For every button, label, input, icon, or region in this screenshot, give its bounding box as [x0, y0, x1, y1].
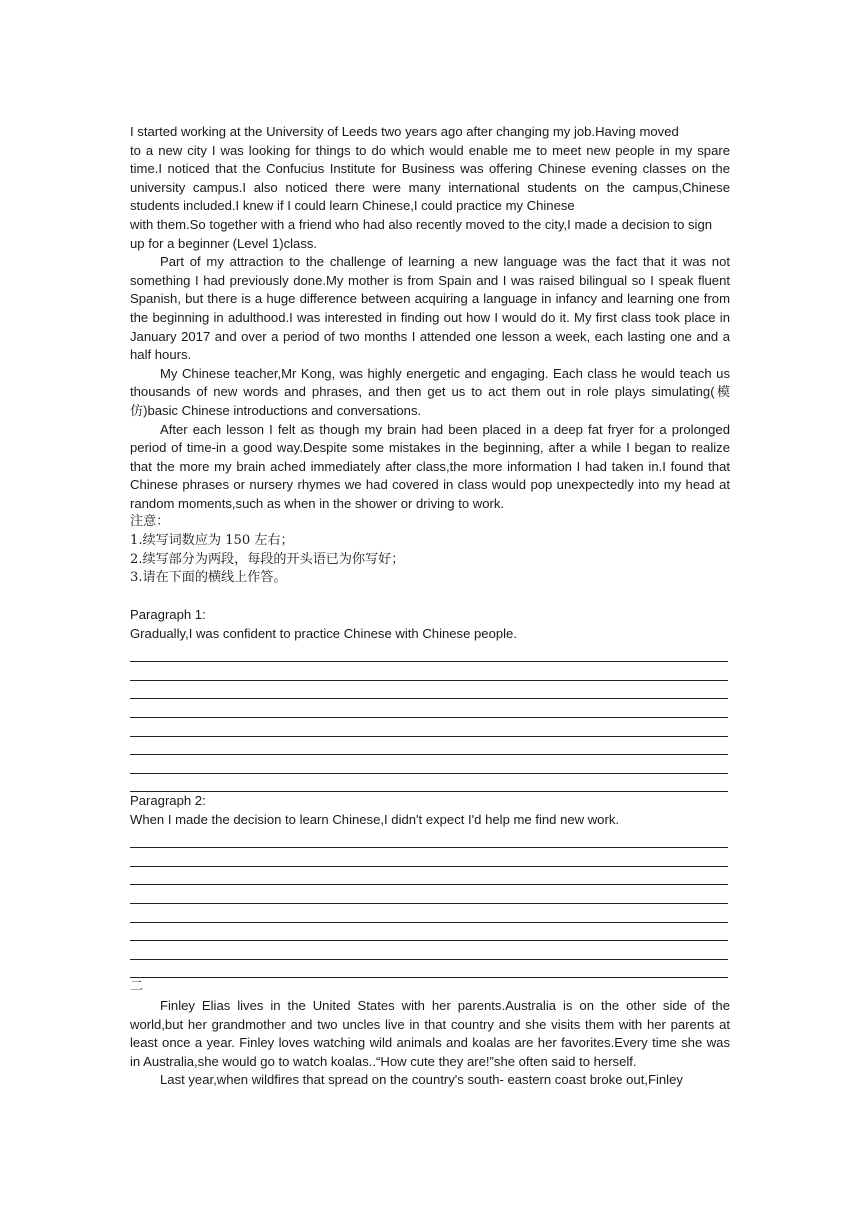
- notes-item-3: 3.请在下面的横线上作答。: [130, 570, 287, 586]
- notes-item-1: 1.续写词数应为 150 左右；: [130, 533, 294, 549]
- section2-para2: Last year,when wildfires that spread on the country's south- eastern coast broke out,Finley: [160, 1072, 683, 1088]
- passage-para1-line3: with them.So together with a friend who had also recently moved to the city,I made a decision to sign up for a beginner (Level 1)class.: [130, 216, 713, 251]
- answer-line[interactable]: [130, 941, 728, 960]
- passage-para1-line2: to a new city I was looking for things to do which would enable me to meet new people in my spare time.I noticed that the Confucius Institute for Business was offering Chinese evening classes on the university campus.I also noticed there were many international students on the campus,Chinese students included.I knew if I could learn Chinese,I could practice my Chinese: [130, 142, 730, 214]
- spacer: [130, 588, 730, 607]
- answer-line[interactable]: [130, 755, 728, 774]
- answer-line[interactable]: [130, 867, 728, 886]
- paragraph2-answer-lines[interactable]: [130, 830, 730, 979]
- answer-line[interactable]: [130, 960, 728, 979]
- paragraph2-label: Paragraph 2:: [130, 793, 206, 809]
- answer-line[interactable]: [130, 774, 728, 793]
- answer-line[interactable]: [130, 681, 728, 700]
- answer-line[interactable]: [130, 904, 728, 923]
- paragraph1-opening: Gradually,I was confident to practice Chinese with Chinese people.: [130, 626, 517, 642]
- passage-para3: My Chinese teacher,Mr Kong, was highly energetic and engaging. Each class he would teach us thousands of new words and phrases, and then get us to act them out in role plays simulating(模仿)basic Chinese introductions and conversations.: [130, 365, 730, 418]
- answer-line[interactable]: [130, 737, 728, 756]
- section2-para1: Finley Elias lives in the United States with her parents.Australia is on the other side of the world,but her grandmother and two uncles live in that country and she visits them with her parents at least once a year. Finley loves watching wild animals and koalas are her favorites.Every time she was in Australia,she would go to watch koalas..“How cute they are!”she often said to herself.: [130, 997, 730, 1069]
- passage-para1-line1: I started working at the University of Leeds two years ago after changing my job.Having moved: [130, 124, 679, 139]
- document-body: [130, 123, 730, 1090]
- answer-line[interactable]: [130, 830, 728, 849]
- notes-heading: 注意：: [130, 514, 170, 530]
- passage-para2: Part of my attraction to the challenge of learning a new language was the fact that it was not something I had previously done.My mother is from Spain and I was raised bilingual so I speak fluent Spanish, but there is a huge difference between acquiring a language in infancy and learning one from the beginning in adulthood.I was interested in finding out how I would do it. My first class took place in January 2017 and over a period of two months I attended one lesson a week, each lasting one and a half hours.: [130, 254, 730, 363]
- paragraph1-answer-lines[interactable]: [130, 644, 730, 793]
- answer-line[interactable]: [130, 885, 728, 904]
- passage-para4: After each lesson I felt as though my brain had been placed in a deep fat fryer for a prolonged period of time-in a good way.Despite some mistakes in the beginning, after a while I began to realize that the more my brain ached immediately after class,the more information I had taken in.I found that Chinese phrases or nursery rhymes we had covered in class would pop unexpectedly into my head at random moments,such as when in the shower or driving to work.: [130, 421, 730, 511]
- answer-line[interactable]: [130, 644, 728, 663]
- notes-item-2: 2.续写部分为两段，每段的开头语已为你写好；: [130, 551, 405, 567]
- answer-line[interactable]: [130, 923, 728, 942]
- answer-line[interactable]: [130, 699, 728, 718]
- paragraph1-label: Paragraph 1:: [130, 607, 206, 623]
- answer-line[interactable]: [130, 718, 728, 737]
- answer-line[interactable]: [130, 848, 728, 867]
- paragraph2-opening: When I made the decision to learn Chinese,I didn't expect I'd help me find new work.: [130, 811, 620, 827]
- section2-marker: 二: [130, 979, 144, 995]
- answer-line[interactable]: [130, 662, 728, 681]
